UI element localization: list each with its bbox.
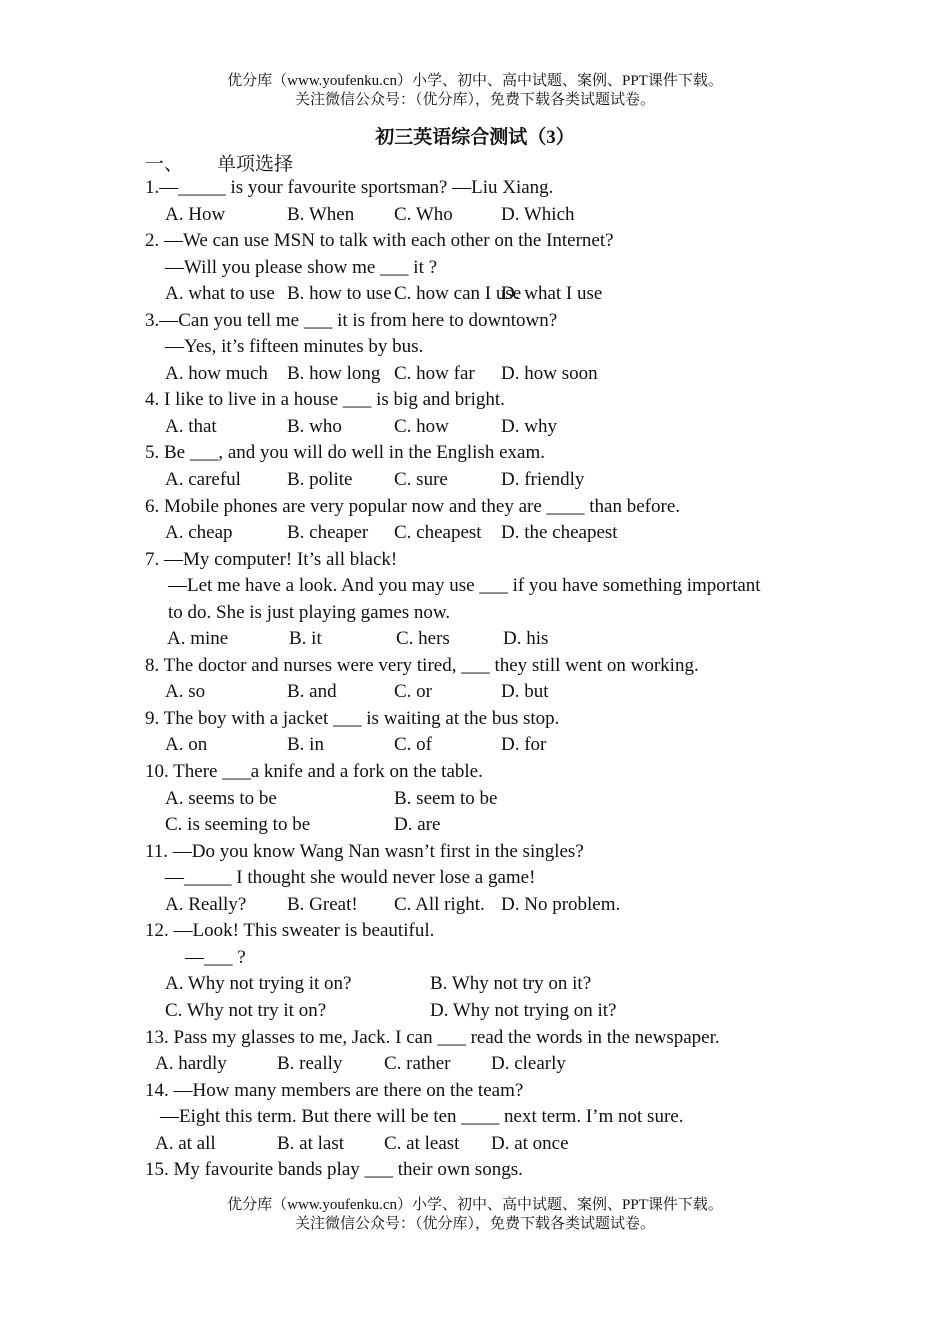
question-stem: 4. I like to live in a house ___ is big and bright. <box>145 389 505 411</box>
option-d: D. friendly <box>501 469 585 491</box>
question-line: —Eight this term. But there will be ten ____ next term. I’m not sure. <box>160 1106 684 1128</box>
option-b: B. at last <box>277 1132 345 1154</box>
question-6 <box>145 494 845 547</box>
option-b: B. how to use <box>287 283 392 305</box>
question-12 <box>145 918 845 1024</box>
question-stem: 11. —Do you know Wang Nan wasn’t first in the singles? <box>145 840 584 862</box>
option-a: A. cheap <box>165 522 233 544</box>
option-a: A. how much <box>165 362 268 384</box>
question-stem: 9. The boy with a jacket ___ is waiting at the bus stop. <box>145 707 560 729</box>
option-c: C. how <box>394 415 449 437</box>
question-stem: 1.—_____ is your favourite sportsman? —Liu Xiang. <box>145 177 554 198</box>
option-d: D. at once <box>491 1132 569 1154</box>
question-stem: 5. Be ___, and you will do well in the English exam. <box>145 442 546 464</box>
option-a: A. mine <box>167 628 229 650</box>
answer-options <box>145 202 845 229</box>
option-b: B. Why not try on it? <box>430 973 592 995</box>
option-c: C. hers <box>396 628 450 650</box>
section-heading <box>145 149 293 176</box>
answer-options <box>145 414 845 441</box>
answer-options <box>145 520 845 547</box>
question-2 <box>145 228 845 308</box>
option-d: D. are <box>394 814 441 836</box>
option-b: B. it <box>289 628 322 650</box>
option-d: D. No problem. <box>501 893 621 915</box>
answer-options <box>145 1131 845 1158</box>
option-d: D. but <box>501 681 549 703</box>
option-d: D. his <box>503 628 549 650</box>
option-c: C. rather <box>384 1053 451 1075</box>
option-c: C. All right. <box>394 893 485 915</box>
question-9 <box>145 706 845 759</box>
question-15 <box>145 1157 845 1184</box>
option-b: B. who <box>287 415 342 437</box>
question-4 <box>145 387 845 440</box>
option-d: D. how soon <box>501 362 598 384</box>
header-line-2: 关注微信公众号：（优分库），免费下载各类试题试卷。 <box>294 92 655 108</box>
answer-options <box>145 467 845 494</box>
option-b: B. seem to be <box>394 787 498 809</box>
question-10 <box>145 759 845 839</box>
page-header <box>0 72 950 110</box>
question-stem: 12. —Look! This sweater is beautiful. <box>145 920 435 942</box>
question-line: —Yes, it’s fifteen minutes by bus. <box>165 336 424 358</box>
option-b: B. When <box>287 203 355 225</box>
answer-options <box>145 361 845 388</box>
option-b: B. cheaper <box>287 522 369 544</box>
question-line: —Let me have a look. And you may use ___ if you have something important <box>168 575 761 597</box>
question-5 <box>145 440 845 493</box>
option-d: D. for <box>501 734 547 756</box>
footer-line-1: 优分库（www.youfenku.cn）小学、初中、高中试题、案例、PPT课件下载。 <box>227 1197 723 1213</box>
option-b: B. really <box>277 1053 343 1075</box>
option-d: D. Which <box>501 203 575 225</box>
option-b: B. Great! <box>287 893 358 915</box>
answer-options <box>145 971 845 998</box>
question-3 <box>145 308 845 388</box>
option-d: D. what I use <box>501 283 603 305</box>
option-a: A. at all <box>155 1132 216 1154</box>
option-c: C. Who <box>394 203 453 225</box>
option-a: A. seems to be <box>165 787 277 809</box>
answer-options <box>145 1051 845 1078</box>
question-14 <box>145 1078 845 1158</box>
option-d: D. clearly <box>491 1053 566 1075</box>
question-line: —Will you please show me ___ it ? <box>165 256 438 278</box>
question-line: —___ ? <box>185 946 246 968</box>
answer-options <box>145 892 845 919</box>
question-list <box>145 175 845 1184</box>
answer-options <box>145 786 845 813</box>
question-8 <box>145 653 845 706</box>
option-b: B. in <box>287 734 324 756</box>
answer-options <box>145 998 845 1025</box>
question-stem: 2. —We can use MSN to talk with each other on the Internet? <box>145 230 614 252</box>
option-a: A. hardly <box>155 1053 227 1075</box>
footer-line-2: 关注微信公众号：（优分库），免费下载各类试题试卷。 <box>294 1216 655 1232</box>
option-b: B. polite <box>287 469 353 491</box>
question-line: to do. She is just playing games now. <box>168 601 451 623</box>
option-d: D. the cheapest <box>501 522 618 544</box>
option-c: C. Why not try it on? <box>165 999 327 1021</box>
option-c: C. sure <box>394 469 448 491</box>
option-a: A. that <box>165 415 217 437</box>
section-number: 一、 <box>145 154 184 175</box>
option-c: C. or <box>394 681 432 703</box>
option-c: C. how can I use <box>394 283 522 305</box>
section-name: 单项选择 <box>217 154 294 175</box>
option-a: A. Why not trying it on? <box>165 973 352 995</box>
question-stem: 6. Mobile phones are very popular now and they are ____ than before. <box>145 495 680 517</box>
option-c: C. cheapest <box>394 522 482 544</box>
question-1 <box>145 175 845 228</box>
option-d: D. why <box>501 415 557 437</box>
page-title: 初三英语综合测试（3） <box>375 127 575 148</box>
answer-options <box>145 732 845 759</box>
question-stem: 7. —My computer! It’s all black! <box>145 548 398 570</box>
question-stem: 13. Pass my glasses to me, Jack. I can ___ read the words in the newspaper. <box>145 1026 720 1048</box>
option-d: D. Why not trying on it? <box>430 999 617 1021</box>
question-13 <box>145 1025 845 1078</box>
header-line-1: 优分库（www.youfenku.cn）小学、初中、高中试题、案例、PPT课件下载。 <box>227 73 723 89</box>
option-a: A. How <box>165 203 226 225</box>
question-stem: 10. There ___a knife and a fork on the table. <box>145 761 483 783</box>
option-c: C. at least <box>384 1132 460 1154</box>
question-stem: 3.—Can you tell me ___ it is from here to downtown? <box>145 309 558 331</box>
question-11 <box>145 839 845 919</box>
option-c: C. of <box>394 734 432 756</box>
question-stem: 8. The doctor and nurses were very tired, ___ they still went on working. <box>145 654 699 676</box>
question-stem: 14. —How many members are there on the team? <box>145 1079 524 1101</box>
question-stem: 15. My favourite bands play ___ their own songs. <box>145 1159 523 1181</box>
option-a: A. Really? <box>165 893 247 915</box>
option-c: C. how far <box>394 362 475 384</box>
option-a: A. what to use <box>165 283 275 305</box>
question-7 <box>145 547 845 653</box>
option-b: B. how long <box>287 362 381 384</box>
option-c: C. is seeming to be <box>165 814 311 836</box>
answer-options <box>145 812 845 839</box>
answer-options <box>145 281 845 308</box>
option-a: A. on <box>165 734 208 756</box>
answer-options <box>145 626 845 653</box>
option-b: B. and <box>287 681 337 703</box>
option-a: A. so <box>165 681 206 703</box>
answer-options <box>145 679 845 706</box>
page-footer <box>0 1196 950 1234</box>
question-line: —_____ I thought she would never lose a game! <box>165 867 536 889</box>
option-a: A. careful <box>165 469 241 491</box>
